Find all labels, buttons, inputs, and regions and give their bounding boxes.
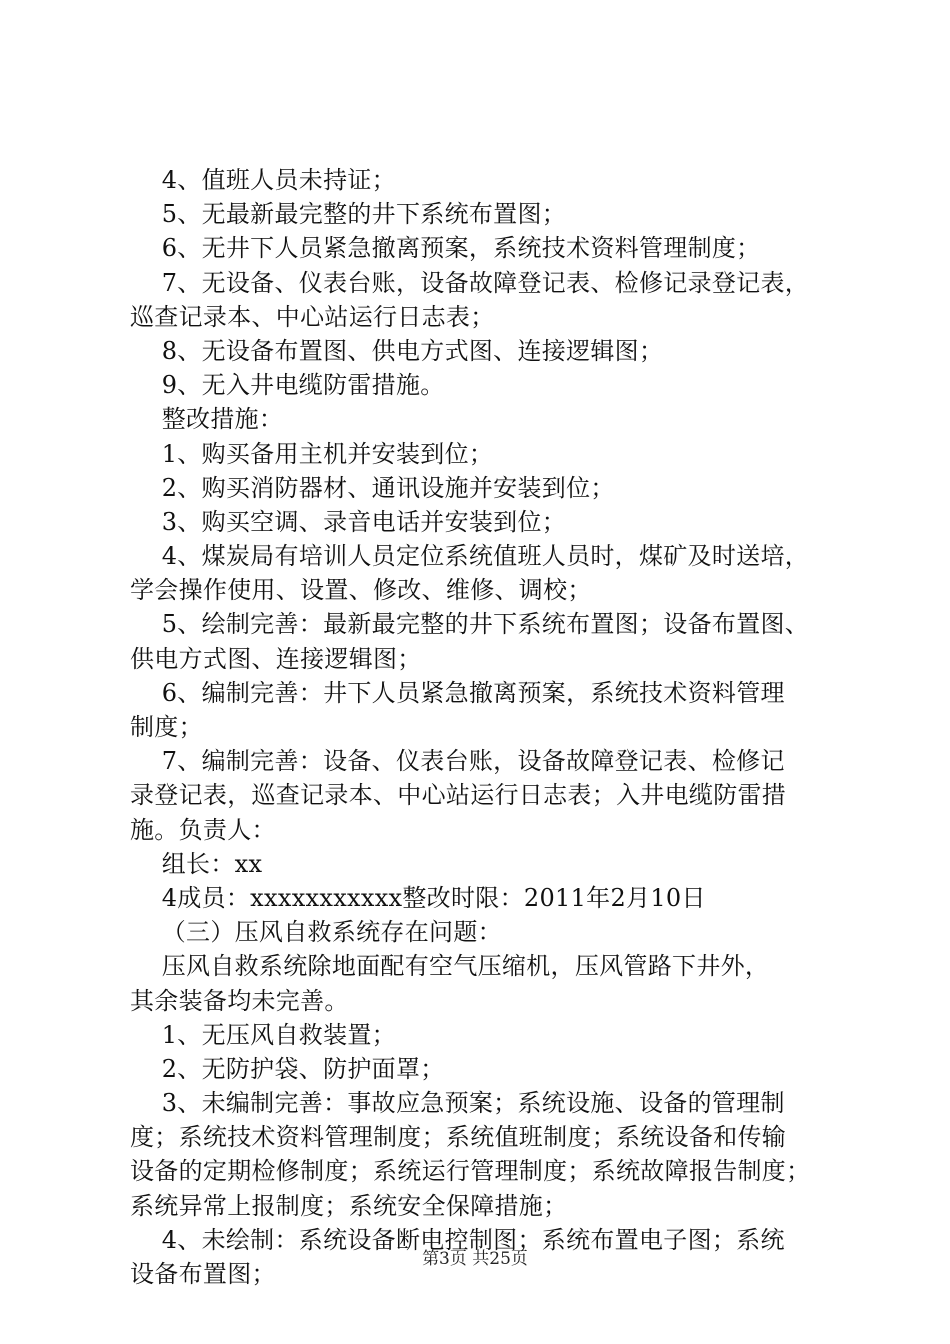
text-line: 施。负责人：: [130, 815, 276, 844]
text-line: 5、无最新最完整的井下系统布置图；: [130, 200, 567, 229]
text-line: 录登记表，巡查记录本、中心站运行日志表；入井电缆防雷措: [130, 781, 787, 810]
text-line: 2、无防护袋、防护面罩；: [130, 1054, 445, 1083]
text-line: 1、无压风自救装置；: [130, 1020, 396, 1049]
text-line: 其余装备均未完善。: [130, 986, 349, 1015]
text-line: 2、购买消防器材、通讯设施并安装到位；: [130, 473, 615, 502]
text-line: 1、购买备用主机并安装到位；: [130, 439, 494, 468]
text-line: 整改措施：: [130, 405, 284, 434]
text-line: 巡查记录本、中心站运行日志表；: [130, 302, 495, 331]
text-line: 度；系统技术资料管理制度；系统值班制度；系统设备和传输: [130, 1123, 787, 1152]
text-line: 4、煤炭局有培训人员定位系统值班人员时，煤矿及时送培，: [130, 542, 810, 571]
text-line: 4、值班人员未持证；: [130, 166, 396, 194]
text-line: 4、未绘制：系统设备断电控制图；系统布置电子图；系统: [130, 1225, 785, 1254]
text-line: 系统异常上报制度；系统安全保障措施；: [130, 1191, 568, 1220]
text-line: 9、无入井电缆防雷措施。: [130, 371, 445, 400]
text-line: 组长：xx: [130, 849, 263, 878]
text-line: 制度；: [130, 713, 203, 741]
text-line: 6、无井下人员紧急撤离预案，系统技术资料管理制度；: [130, 234, 761, 263]
text-line: 7、无设备、仪表台账，设备故障登记表、检修记录登记表，: [130, 268, 810, 297]
text-line: 5、绘制完善：最新最完整的井下系统布置图；设备布置图、: [130, 610, 810, 639]
text-line: 8、无设备布置图、供电方式图、连接逻辑图；: [130, 336, 664, 365]
text-line: 供电方式图、连接逻辑图；: [130, 644, 422, 673]
text-line: 设备布置图；: [130, 1260, 276, 1288]
text-line: 学会操作使用、设置、修改、维修、调校；: [130, 576, 592, 605]
text-line: （三）压风自救系统存在问题：: [130, 918, 502, 947]
text-line: 6、编制完善：井下人员紧急撤离预案，系统技术资料管理: [130, 678, 785, 707]
text-line: 3、购买空调、录音电话并安装到位；: [130, 507, 567, 536]
text-line: 7、编制完善：设备、仪表台账，设备故障登记表、检修记: [130, 747, 785, 776]
text-line: 4成员：xxxxxxxxxxx整改时限：2011年2月10日: [130, 883, 706, 912]
text-line: 压风自救系统除地面配有空气压缩机，压风管路下井外，: [130, 952, 770, 981]
text-line: 设备的定期检修制度；系统运行管理制度；系统故障报告制度；: [130, 1157, 811, 1186]
body-text: [130, 163, 850, 1291]
page-footer: 第3页 共25页: [422, 1249, 528, 1269]
text-line: 3、未编制完善：事故应急预案；系统设施、设备的管理制: [130, 1089, 785, 1118]
